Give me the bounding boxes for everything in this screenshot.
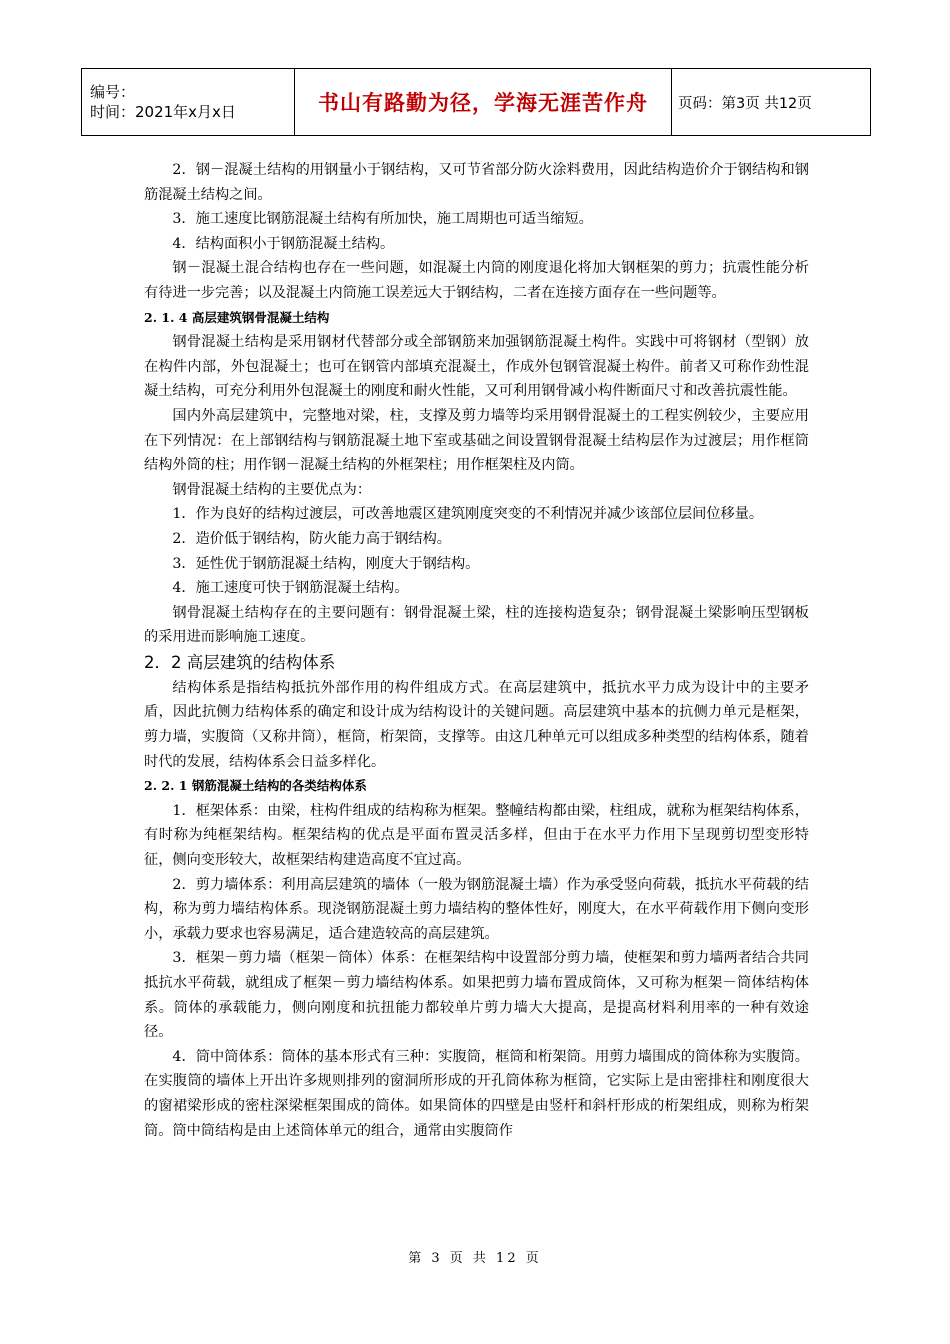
header-motto: 书山有路勤为径，学海无涯苦作舟	[295, 69, 672, 136]
body-paragraph: 2．造价低于钢结构，防火能力高于钢结构。	[172, 530, 451, 547]
document-body	[144, 158, 809, 1143]
body-paragraph: 结构体系是指结构抵抗外部作用的构件组成方式。在高层建筑中，抵抗水平力成为设计中的主要矛盾，因此抗侧力结构体系的确定和设计成为结构设计的关键问题。高层建筑中基本的抗侧力单元是框架，剪力墙，实腹筒（又称井筒），框筒，桁架筒，支撑等。由这几种单元可以组成多种类型的结构体系，随着时代的发展，结构体系会日益多样化。	[144, 679, 809, 770]
body-paragraph: 3．框架－剪力墙（框架－筒体）体系：在框架结构中设置部分剪力墙，使框架和剪力墙两者结合共同抵抗水平荷载，就组成了框架－剪力墙结构体系。如果把剪力墙布置成筒体，又可称为框架－筒体结构体系。筒体的承载能力，侧向刚度和抗扭能力都较单片剪力墙大大提高，是提高材料利用率的一种有效途径。	[144, 950, 809, 1041]
body-paragraph: 2．剪力墙体系：利用高层建筑的墙体（一般为钢筋混凝土墙）作为承受竖向荷载，抵抗水平荷载的结构，称为剪力墙结构体系。现浇钢筋混凝土剪力墙结构的整体性好，刚度大，在水平荷载作用下侧向变形小，承载力要求也容易满足，适合建造较高的高层建筑。	[144, 876, 809, 942]
body-paragraph: 1．框架体系：由梁，柱构件组成的结构称为框架。整幢结构都由梁，柱组成，就称为框架结构体系，有时称为纯框架结构。框架结构的优点是平面布置灵活多样，但由于在水平力作用下呈现剪切型变形特征，侧向变形较大，故框架结构建造高度不宜过高。	[144, 802, 809, 869]
body-paragraph: 钢骨混凝土结构是采用钢材代替部分或全部钢筋来加强钢筋混凝土构件。实践中可将钢材（型钢）放在构件内部，外包混凝土；也可在钢管内部填充混凝土，作成外包钢管混凝土构件。前者又可称作劲性混凝土结构，可充分利用外包混凝土的刚度和耐火性能，又可利用钢骨减小构件断面尺寸和改善抗震性能。	[144, 334, 809, 400]
body-paragraph: 1．作为良好的结构过渡层，可改善地震区建筑刚度突变的不利情况并减少该部位层间位移量。	[172, 506, 764, 523]
body-paragraph: 钢－混凝土混合结构也存在一些问题，如混凝土内筒的刚度退化将加大钢框架的剪力；抗震性能分析有待进一步完善；以及混凝土内筒施工误差远大于钢结构，二者在连接方面存在一些问题等。	[144, 260, 809, 301]
header-page-info: 页码：第3页 共12页	[672, 69, 871, 136]
page-footer: 第 3 页 共 12 页	[408, 1251, 542, 1266]
document-number-label: 编号：	[90, 83, 136, 101]
body-paragraph: 钢骨混凝土结构的主要优点为：	[172, 481, 372, 498]
document-header	[81, 68, 871, 136]
header-meta-cell	[82, 69, 295, 136]
body-paragraph: 3．延性优于钢筋混凝土结构，刚度大于钢结构。	[172, 555, 480, 572]
section-heading: 2．2 高层建筑的结构体系	[144, 652, 336, 672]
subsection-heading: 2. 2. 1 钢筋混凝土结构的各类结构体系	[144, 778, 367, 794]
body-paragraph: 4．筒中筒体系：筒体的基本形式有三种：实腹筒，框筒和桁架筒。用剪力墙围成的筒体称为实腹筒。在实腹筒的墙体上开出许多规则排列的窗洞所形成的开孔筒体称为框筒，它实际上是由密排柱和刚度很大的窗裙梁形成的密柱深梁框架围成的筒体。如果筒体的四壁是由竖杆和斜杆形成的桁架组成，则称为桁架筒。筒中筒结构是由上述筒体单元的组合，通常由实腹筒作	[144, 1048, 809, 1139]
body-paragraph: 4．施工速度可快于钢筋混凝土结构。	[172, 580, 409, 597]
body-paragraph: 国内外高层建筑中，完整地对梁，柱，支撑及剪力墙等均采用钢骨混凝土的工程实例较少，主要应用在下列情况：在上部钢结构与钢筋混凝土地下室或基础之间设置钢骨混凝土结构层作为过渡层；用作框筒结构外筒的柱；用作钢－混凝土结构的外框架柱；用作框架柱及内筒。	[144, 407, 809, 474]
document-date: 时间：2021年x月x日	[90, 103, 236, 121]
body-paragraph: 4．结构面积小于钢筋混凝土结构。	[172, 235, 395, 252]
body-paragraph: 2．钢－混凝土结构的用钢量小于钢结构，又可节省部分防火涂料费用，因此结构造价介于钢结构和钢筋混凝土结构之间。	[144, 162, 809, 203]
body-paragraph: 3．施工速度比钢筋混凝土结构有所加快，施工周期也可适当缩短。	[172, 211, 593, 228]
subsection-heading: 2. 1. 4 高层建筑钢骨混凝土结构	[144, 309, 330, 325]
body-paragraph: 钢骨混凝土结构存在的主要问题有：钢骨混凝土梁，柱的连接构造复杂；钢骨混凝土梁影响压型钢板的采用进而影响施工速度。	[144, 604, 809, 646]
